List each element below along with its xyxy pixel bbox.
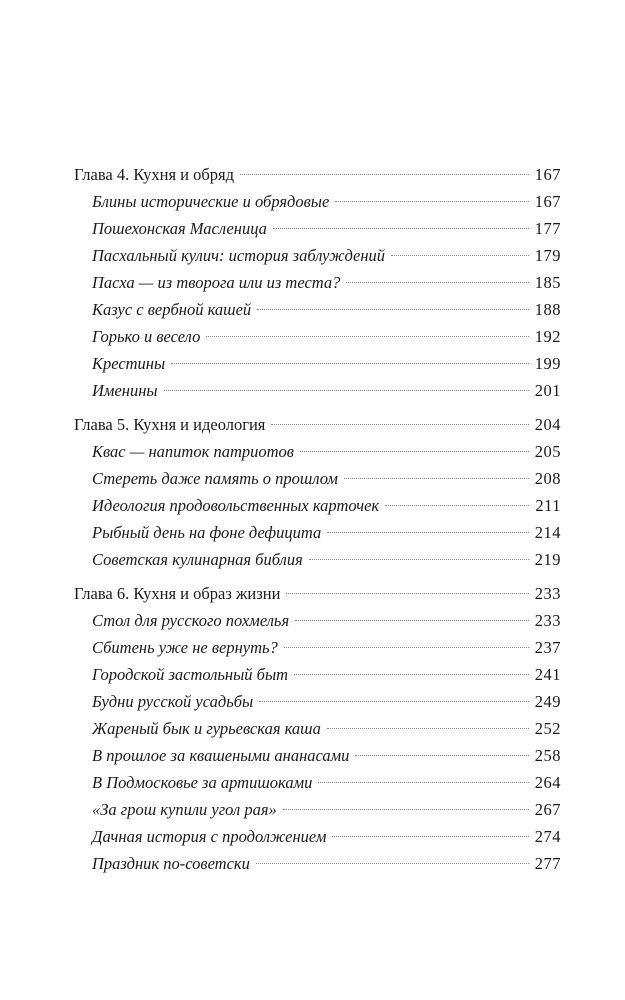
page-number: 167 bbox=[534, 192, 561, 211]
dot-leader bbox=[300, 451, 529, 452]
toc-entry[interactable] bbox=[92, 215, 561, 242]
dot-leader bbox=[273, 228, 529, 229]
dot-leader bbox=[385, 505, 529, 506]
section-title: Будни русской усадьбы bbox=[92, 692, 254, 711]
dot-leader bbox=[256, 863, 529, 864]
section-title: Пасхальный кулич: история заблуждений bbox=[92, 246, 386, 265]
page-number: 201 bbox=[534, 381, 561, 400]
page-number: 192 bbox=[534, 327, 561, 346]
page-number: 233 bbox=[534, 611, 561, 630]
toc-entry[interactable] bbox=[92, 377, 561, 404]
page-number: 179 bbox=[534, 246, 561, 265]
toc-entry[interactable] bbox=[92, 546, 561, 573]
page-number: 211 bbox=[535, 496, 561, 515]
chapter-title: Глава 6. Кухня и образ жизни bbox=[74, 584, 281, 603]
section-title: Стереть даже память о прошлом bbox=[92, 469, 338, 488]
page-number: 177 bbox=[534, 219, 561, 238]
toc-entry[interactable] bbox=[92, 715, 561, 742]
toc-entry[interactable] bbox=[92, 607, 561, 634]
page-number: 252 bbox=[534, 719, 561, 738]
toc-chapter-5[interactable] bbox=[74, 411, 561, 438]
toc-entry[interactable] bbox=[92, 850, 561, 877]
dot-leader bbox=[284, 647, 529, 648]
section-title: Праздник по-советски bbox=[92, 854, 250, 873]
dot-leader bbox=[294, 674, 529, 675]
dot-leader bbox=[283, 809, 529, 810]
section-title: В прошлое за квашеными ананасами bbox=[92, 746, 350, 765]
dot-leader bbox=[164, 390, 529, 391]
page-number: 237 bbox=[534, 638, 561, 657]
page-number: 199 bbox=[534, 354, 561, 373]
dot-leader bbox=[327, 532, 529, 533]
section-title: Горько и весело bbox=[92, 327, 201, 346]
dot-leader bbox=[318, 782, 528, 783]
toc-entry[interactable] bbox=[92, 323, 561, 350]
section-title: Сбитень уже не вернуть? bbox=[92, 638, 278, 657]
chapter-title: Глава 4. Кухня и обряд bbox=[74, 165, 235, 184]
page-number: 277 bbox=[534, 854, 561, 873]
dot-leader bbox=[295, 620, 529, 621]
dot-leader bbox=[257, 309, 529, 310]
toc-entry[interactable] bbox=[92, 796, 561, 823]
dot-leader bbox=[346, 282, 528, 283]
page-number: 267 bbox=[534, 800, 561, 819]
page-number: 167 bbox=[534, 165, 561, 184]
dot-leader bbox=[344, 478, 529, 479]
page-number: 204 bbox=[534, 415, 561, 434]
dot-leader bbox=[327, 728, 529, 729]
toc-entry[interactable] bbox=[92, 742, 561, 769]
toc-entry[interactable] bbox=[92, 242, 561, 269]
page-number: 233 bbox=[534, 584, 561, 603]
toc-entry[interactable] bbox=[92, 823, 561, 850]
toc-entry[interactable] bbox=[92, 634, 561, 661]
section-title: Жареный бык и гурьевская каша bbox=[92, 719, 321, 738]
toc-entry[interactable] bbox=[92, 269, 561, 296]
dot-leader bbox=[240, 174, 529, 175]
page-number: 219 bbox=[534, 550, 561, 569]
page-number: 258 bbox=[534, 746, 561, 765]
section-title: Идеология продовольственных карточек bbox=[92, 496, 380, 515]
section-title: Квас — напиток патриотов bbox=[92, 442, 294, 461]
toc-entry[interactable] bbox=[92, 688, 561, 715]
toc-entry[interactable] bbox=[92, 519, 561, 546]
dot-leader bbox=[171, 363, 529, 364]
section-title: Пошехонская Масленица bbox=[92, 219, 267, 238]
dot-leader bbox=[286, 593, 528, 594]
dot-leader bbox=[355, 755, 528, 756]
section-title: Советская кулинарная библия bbox=[92, 550, 303, 569]
toc-chapter-6[interactable] bbox=[74, 580, 561, 607]
page-number: 188 bbox=[534, 300, 561, 319]
page-number: 185 bbox=[534, 273, 561, 292]
section-title: Дачная история с продолжением bbox=[92, 827, 327, 846]
section-title: Именины bbox=[92, 381, 158, 400]
chapter-title: Глава 5. Кухня и идеология bbox=[74, 415, 266, 434]
section-title: Крестины bbox=[92, 354, 166, 373]
toc-entry[interactable] bbox=[92, 769, 561, 796]
page-number: 205 bbox=[534, 442, 561, 461]
section-title: Казус с вербной кашей bbox=[92, 300, 252, 319]
toc-entry[interactable] bbox=[92, 661, 561, 688]
section-title: Стол для русского похмелья bbox=[92, 611, 290, 630]
dot-leader bbox=[391, 255, 529, 256]
dot-leader bbox=[271, 424, 528, 425]
section-title: Рыбный день на фоне дефицита bbox=[92, 523, 322, 542]
toc-entry[interactable] bbox=[92, 438, 561, 465]
dot-leader bbox=[332, 836, 528, 837]
page-number: 241 bbox=[534, 665, 561, 684]
page-number: 274 bbox=[534, 827, 561, 846]
toc-entry[interactable] bbox=[92, 465, 561, 492]
dot-leader bbox=[206, 336, 528, 337]
section-title: Городской застольный быт bbox=[92, 665, 289, 684]
toc-entry[interactable] bbox=[92, 296, 561, 323]
toc-chapter-4[interactable] bbox=[74, 161, 561, 188]
toc-entry[interactable] bbox=[92, 492, 561, 519]
section-title: Блины исторические и обрядовые bbox=[92, 192, 330, 211]
toc-entry[interactable] bbox=[92, 188, 561, 215]
dot-leader bbox=[335, 201, 528, 202]
page-number: 249 bbox=[534, 692, 561, 711]
section-title: Пасха — из творога или из теста? bbox=[92, 273, 341, 292]
page-number: 214 bbox=[534, 523, 561, 542]
dot-leader bbox=[259, 701, 529, 702]
dot-leader bbox=[309, 559, 529, 560]
page-number: 264 bbox=[534, 773, 561, 792]
section-title: «За грош купили угол рая» bbox=[92, 800, 277, 819]
section-title: В Подмосковье за артишоками bbox=[92, 773, 313, 792]
page-number: 208 bbox=[534, 469, 561, 488]
toc-entry[interactable] bbox=[92, 350, 561, 377]
